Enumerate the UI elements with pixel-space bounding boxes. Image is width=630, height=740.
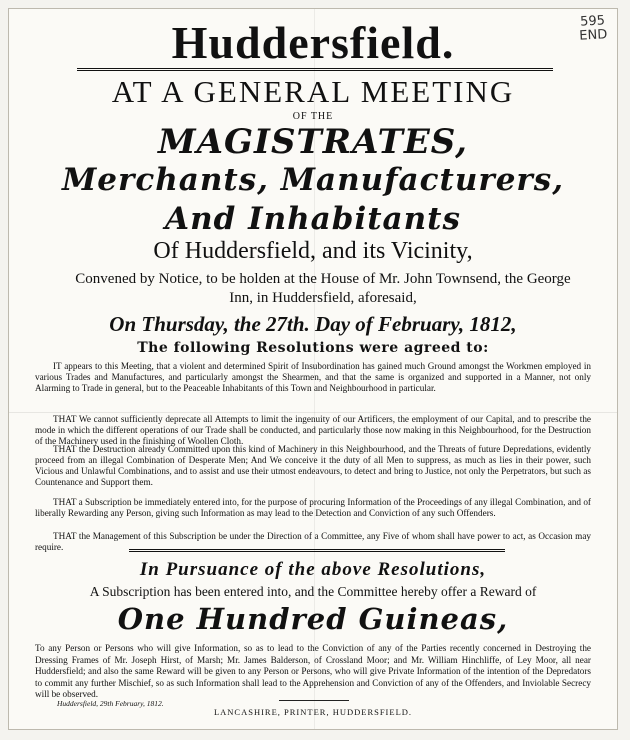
poster-title: Huddersfield. bbox=[171, 17, 455, 68]
printer-imprint: LANCASHIRE, PRINTER, HUDDERSFIELD. bbox=[213, 707, 413, 717]
merchants-heading: Merchants, Manufacturers, bbox=[61, 162, 565, 198]
subscription-line: A Subscription has been entered into, and the Committee hereby offer a Reward of bbox=[89, 584, 537, 599]
resolution-paragraph: THAT the Management of this Subscription be under the Direction of a Committee, any Five of whom shall have power to act, as Occasion may require. bbox=[35, 531, 591, 552]
broadside-poster bbox=[8, 8, 618, 730]
meeting-heading: AT A GENERAL MEETING bbox=[111, 74, 515, 109]
fold-crease-horizontal bbox=[9, 412, 617, 413]
resolution-paragraph: THAT the Destruction already Committed upon this kind of Machinery in this Neighbourhood, and the Threats of future Depredations, evidently proceed from an illegal Combination of Desperate Men; And We conceive it the duty of all Men to suppress, as much as lies in their power, such Vicious and Unlawful Combinations, and to assist and use their utmost endeavours, to detect and bring to Justice, not only the Perpetrators, but such as Countenance and Support them. bbox=[35, 444, 591, 487]
annotation-end: END bbox=[579, 27, 608, 44]
inhabitants-heading: And Inhabitants bbox=[165, 201, 461, 237]
meeting-date: On Thursday, the 27th. Day of February, 1812, bbox=[109, 312, 517, 336]
convened-line: Convened by Notice, to be holden at the House of Mr. John Townsend, the George Inn, in Huddersfield, aforesaid, bbox=[75, 271, 571, 306]
annotation-number: 595 bbox=[579, 13, 606, 30]
resolution-paragraph: THAT a Subscription be immediately entered into, for the purpose of procuring Information of the Proceedings of any illegal Combination, and of liberally Rewarding any Person, giving such Information as may lead to the Detection and Conviction of any such Offenders. bbox=[35, 497, 591, 518]
title-divider bbox=[77, 68, 553, 71]
section-divider bbox=[129, 549, 505, 552]
pursuance-heading: In Pursuance of the above Resolutions, bbox=[139, 559, 487, 580]
reward-heading: One Hundred Guineas, bbox=[117, 602, 509, 636]
reward-conditions-paragraph: To any Person or Persons who will give Information, so as to lead to the Conviction of any of the Parties recently concerned in Destroying the Dressing Frames of Mr. Joseph Hirst, of Marsh; Mr. James Balderson, of Crossland Moor; and Mr. William Hinchliffe, of Ley Moor, all near Huddersfield; and also the same Reward will be given to any Person or Persons, who will give Private Information of the intention of the Depredators to commit any further Mischief, so as such Information shall lead to the Apprehension and Conviction of any of the Offenders, and Inviolable Secrecy will be observed. bbox=[35, 643, 591, 699]
footer-date: Huddersfield, 29th February, 1812. bbox=[57, 699, 164, 708]
resolutions-heading: The following Resolutions were agreed to: bbox=[137, 340, 489, 356]
vicinity-line: Of Huddersfield, and its Vicinity, bbox=[153, 238, 473, 264]
resolution-paragraph: IT appears to this Meeting, that a violent and determined Spirit of Insubordination has gained much Ground amongst the Workmen employed in various Trades and Manufactures, and particularly amongst the Shearmen, and that the same is organized and supported in a Manner, not only Alarming to Trade in general, but to the Peaceable Inhabitants of this Town and Neighbourhood in particular. bbox=[35, 361, 591, 393]
printer-rule bbox=[279, 700, 349, 701]
resolution-paragraph: THAT We cannot sufficiently deprecate all Attempts to limit the ingenuity of our Artificers, the employment of our Capital, and to prescribe the mode in which the different operations of our Trade shall be conducted, and particularly those now making in this Neighbourhood, for the Destruction of the Machinery used in the finishing of Woollen Cloth. bbox=[35, 414, 591, 446]
of-the-line: OF THE bbox=[292, 111, 334, 122]
magistrates-heading: MAGISTRATES, bbox=[158, 122, 468, 162]
